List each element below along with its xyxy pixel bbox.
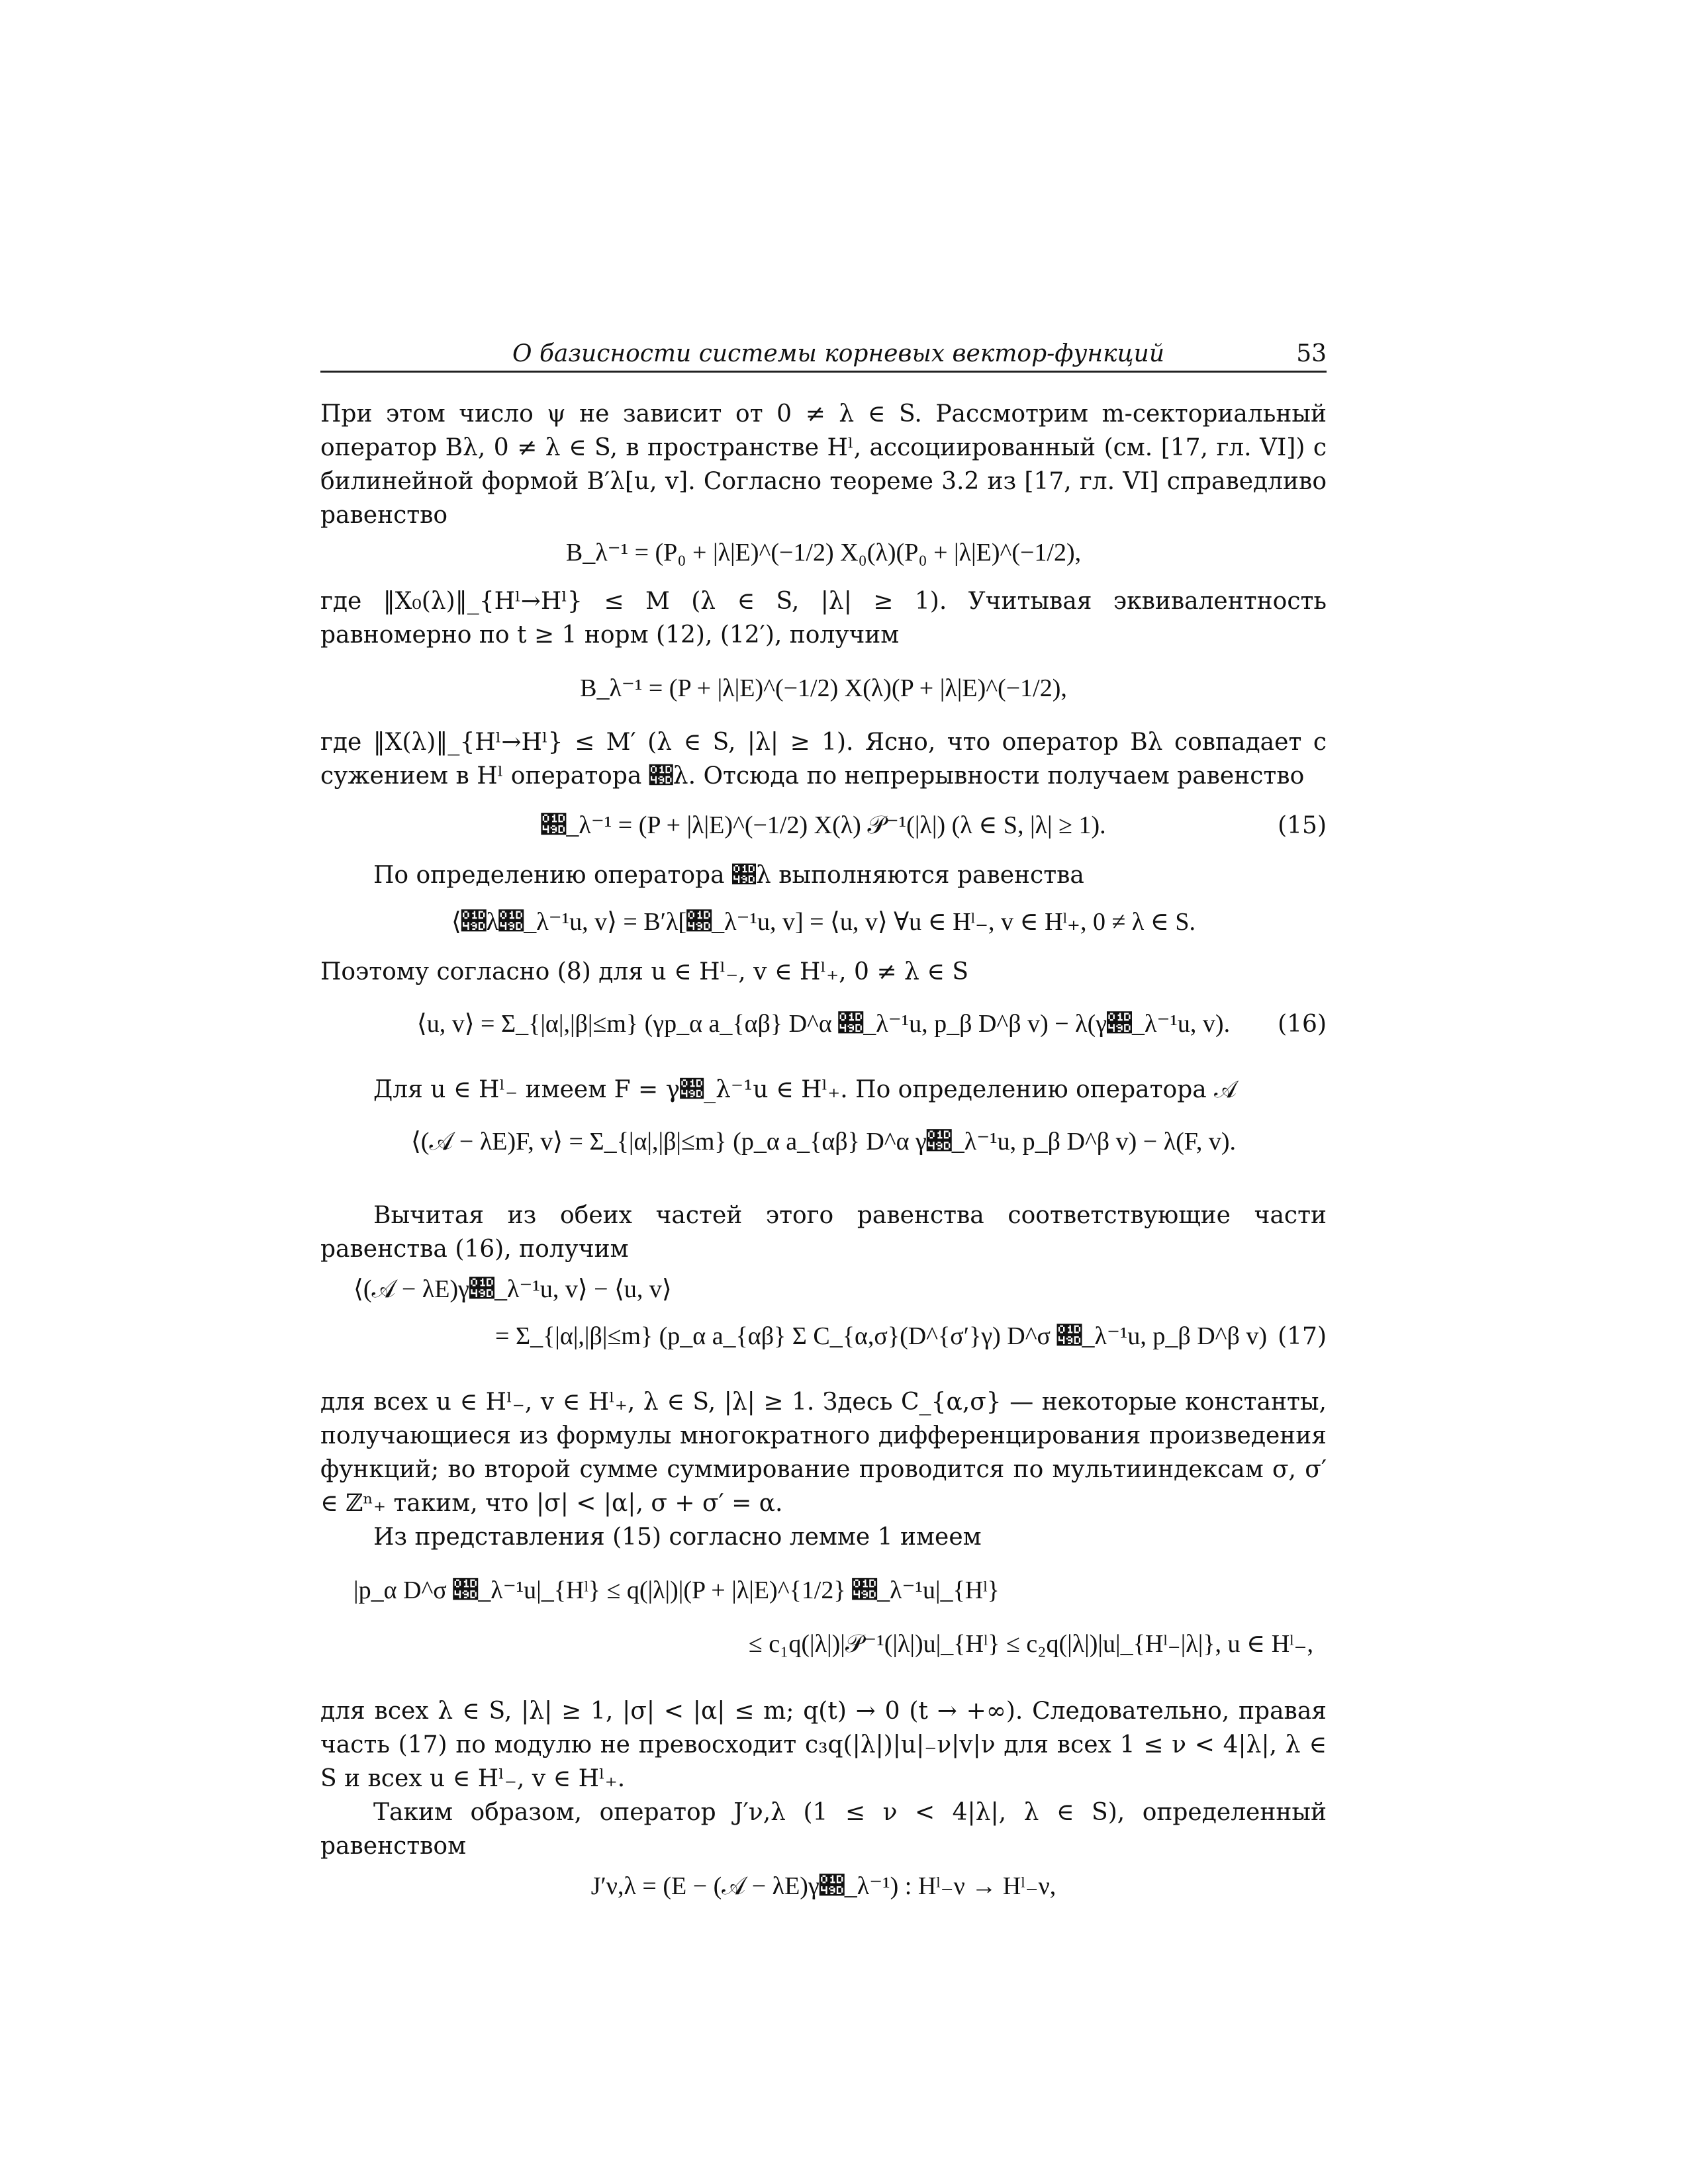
running-title: О базисности системы корневых вектор-функций — [512, 340, 1165, 367]
paragraph-8: для всех u ∈ Hˡ₋, v ∈ Hˡ₊, λ ∈ S, |λ| ≥ 1. Здесь C_{α,σ} — некоторые константы, получающиеся из формулы многократного дифференцирования произведения функций; во второй сумме суммирование проводится по мультииндексам σ, σ′ ∈ ℤⁿ₊ таким, что |σ| < |α|, σ + σ′ = α. — [320, 1388, 1327, 1517]
equation-text: ⟨𝒝λ𝒝_λ⁻¹u, v⟩ = B′λ[𝒝_λ⁻¹u, v] = ⟨u, v⟩ ∀u ∈ Hˡ₋, v ∈ Hˡ₊, 0 ≠ λ ∈ S. — [451, 908, 1196, 936]
paragraph-10: для всех λ ∈ S, |λ| ≥ 1, |σ| < |α| ≤ m; q(t) → 0 (t → +∞). Следовательно, правая часть (17) по модулю не превосходит c₃q(|λ|)|u|₋ν|v|ν для всех 1 ≤ ν < 4|λ|, λ ∈ S и всех u ∈ Hˡ₋, v ∈ Hˡ₊. — [320, 1698, 1327, 1792]
equation-15 — [320, 809, 1327, 842]
equation-text: B_λ⁻¹ = (P + |λ|E)^(−1/2) X(λ)(P + |λ|E)^(−1/2), — [580, 674, 1067, 702]
page-number: 53 — [1296, 340, 1327, 367]
equation-number: (16) — [1278, 1011, 1327, 1038]
paragraph-3: где ‖X(λ)‖_{Hˡ→Hˡ} ≤ M′ (λ ∈ S, |λ| ≥ 1). Ясно, что оператор Bλ совпадает с сужением в Hˡ оператора 𝒝λ. Отсюда по непрерывности получаем равенство — [320, 729, 1327, 790]
equation-j-operator — [320, 1870, 1327, 1903]
equation-b-inverse-p0 — [320, 536, 1327, 570]
paragraph-9: Из представления (15) согласно лемме 1 имеем — [373, 1524, 982, 1551]
equation-text: B_λ⁻¹ = (P₀ + |λ|E)^(−1/2) X₀(λ)(P₀ + |λ|E)^(−1/2), — [565, 539, 1082, 567]
equation-text: J′ν,λ = (E − (𝒜 − λE)γ𝒝_λ⁻¹) : Hˡ₋ν → Hˡ₋ν, — [590, 1872, 1056, 1900]
equation-text: ⟨(𝒜 − λE)γ𝒝_λ⁻¹u, v⟩ − ⟨u, v⟩ — [353, 1275, 672, 1303]
equation-number: (15) — [1278, 812, 1327, 839]
equation-operator-a — [320, 1125, 1327, 1159]
paragraph-2: где ‖X₀(λ)‖_{Hˡ→Hˡ} ≤ M (λ ∈ S, |λ| ≥ 1). Учитывая эквивалентность равномерно по t ≥ 1 норм (12), (12′), получим — [320, 588, 1327, 649]
paragraph-5: Поэтому согласно (8) для u ∈ Hˡ₋, v ∈ Hˡ₊, 0 ≠ λ ∈ S — [320, 958, 968, 985]
equation-text: ⟨(𝒜 − λE)F, v⟩ = Σ_{|α|,|β|≤m} (p_α a_{αβ} D^α γ𝒝_λ⁻¹u, p_β D^β v) − λ(F, v). — [410, 1128, 1237, 1156]
equation-text: = Σ_{|α|,|β|≤m} (p_α a_{αβ} Σ C_{α,σ}(D^{σ′}γ) D^σ 𝒝_λ⁻¹u, p_β D^β v) — [495, 1322, 1267, 1350]
paragraph-11: Таким образом, оператор J′ν,λ (1 ≤ ν < 4|λ|, λ ∈ S), определенный равенством — [320, 1799, 1327, 1860]
equation-estimate-line-1 — [320, 1574, 1327, 1608]
equation-b-inverse-p — [320, 672, 1327, 705]
equation-estimate-line-2 — [320, 1627, 1327, 1661]
equation-number: (17) — [1278, 1323, 1327, 1350]
equation-text: 𝒝_λ⁻¹ = (P + |λ|E)^(−1/2) X(λ) 𝒫⁻¹(|λ|) (λ ∈ S, |λ| ≥ 1). — [541, 811, 1106, 839]
paragraph-4: По определению оператора 𝒝λ выполняются равенства — [373, 862, 1084, 889]
equation-text: ⟨u, v⟩ = Σ_{|α|,|β|≤m} (γp_α a_{αβ} D^α 𝒝_λ⁻¹u, p_β D^β v) − λ(γ𝒝_λ⁻¹u, v). — [416, 1010, 1231, 1038]
paragraph-7: Вычитая из обеих частей этого равенства соответствующие части равенства (16), получим — [320, 1202, 1327, 1263]
paragraph-1: При этом число ψ не зависит от 0 ≠ λ ∈ S. Рассмотрим m-секториальный оператор Bλ, 0 ≠ λ ∈ S, в пространстве Hˡ, ассоциированный (см. [17, гл. VI]) с билинейной формой B′λ[u, v]. Согласно теореме 3.2 из [17, гл. VI] справедливо равенство — [320, 400, 1327, 529]
equation-17-line-2 — [320, 1320, 1327, 1353]
running-header — [320, 336, 1327, 373]
equation-bilinear-identity — [320, 905, 1327, 939]
equation-text: ≤ c₁q(|λ|)|𝒫⁻¹(|λ|)u|_{Hˡ} ≤ c₂q(|λ|)|u|_{Hˡ₋|λ|}, u ∈ Hˡ₋, — [748, 1630, 1313, 1658]
equation-16 — [320, 1007, 1327, 1041]
equation-17-line-1 — [320, 1273, 1327, 1306]
paragraph-6: Для u ∈ Hˡ₋ имеем F = γ𝒝_λ⁻¹u ∈ Hˡ₊. По определению оператора 𝒜 — [373, 1076, 1237, 1103]
page-body — [320, 397, 1327, 1903]
equation-text: |p_α D^σ 𝒝_λ⁻¹u|_{Hˡ} ≤ q(|λ|)|(P + |λ|E)^{1/2} 𝒝_λ⁻¹u|_{Hˡ} — [353, 1576, 1000, 1604]
